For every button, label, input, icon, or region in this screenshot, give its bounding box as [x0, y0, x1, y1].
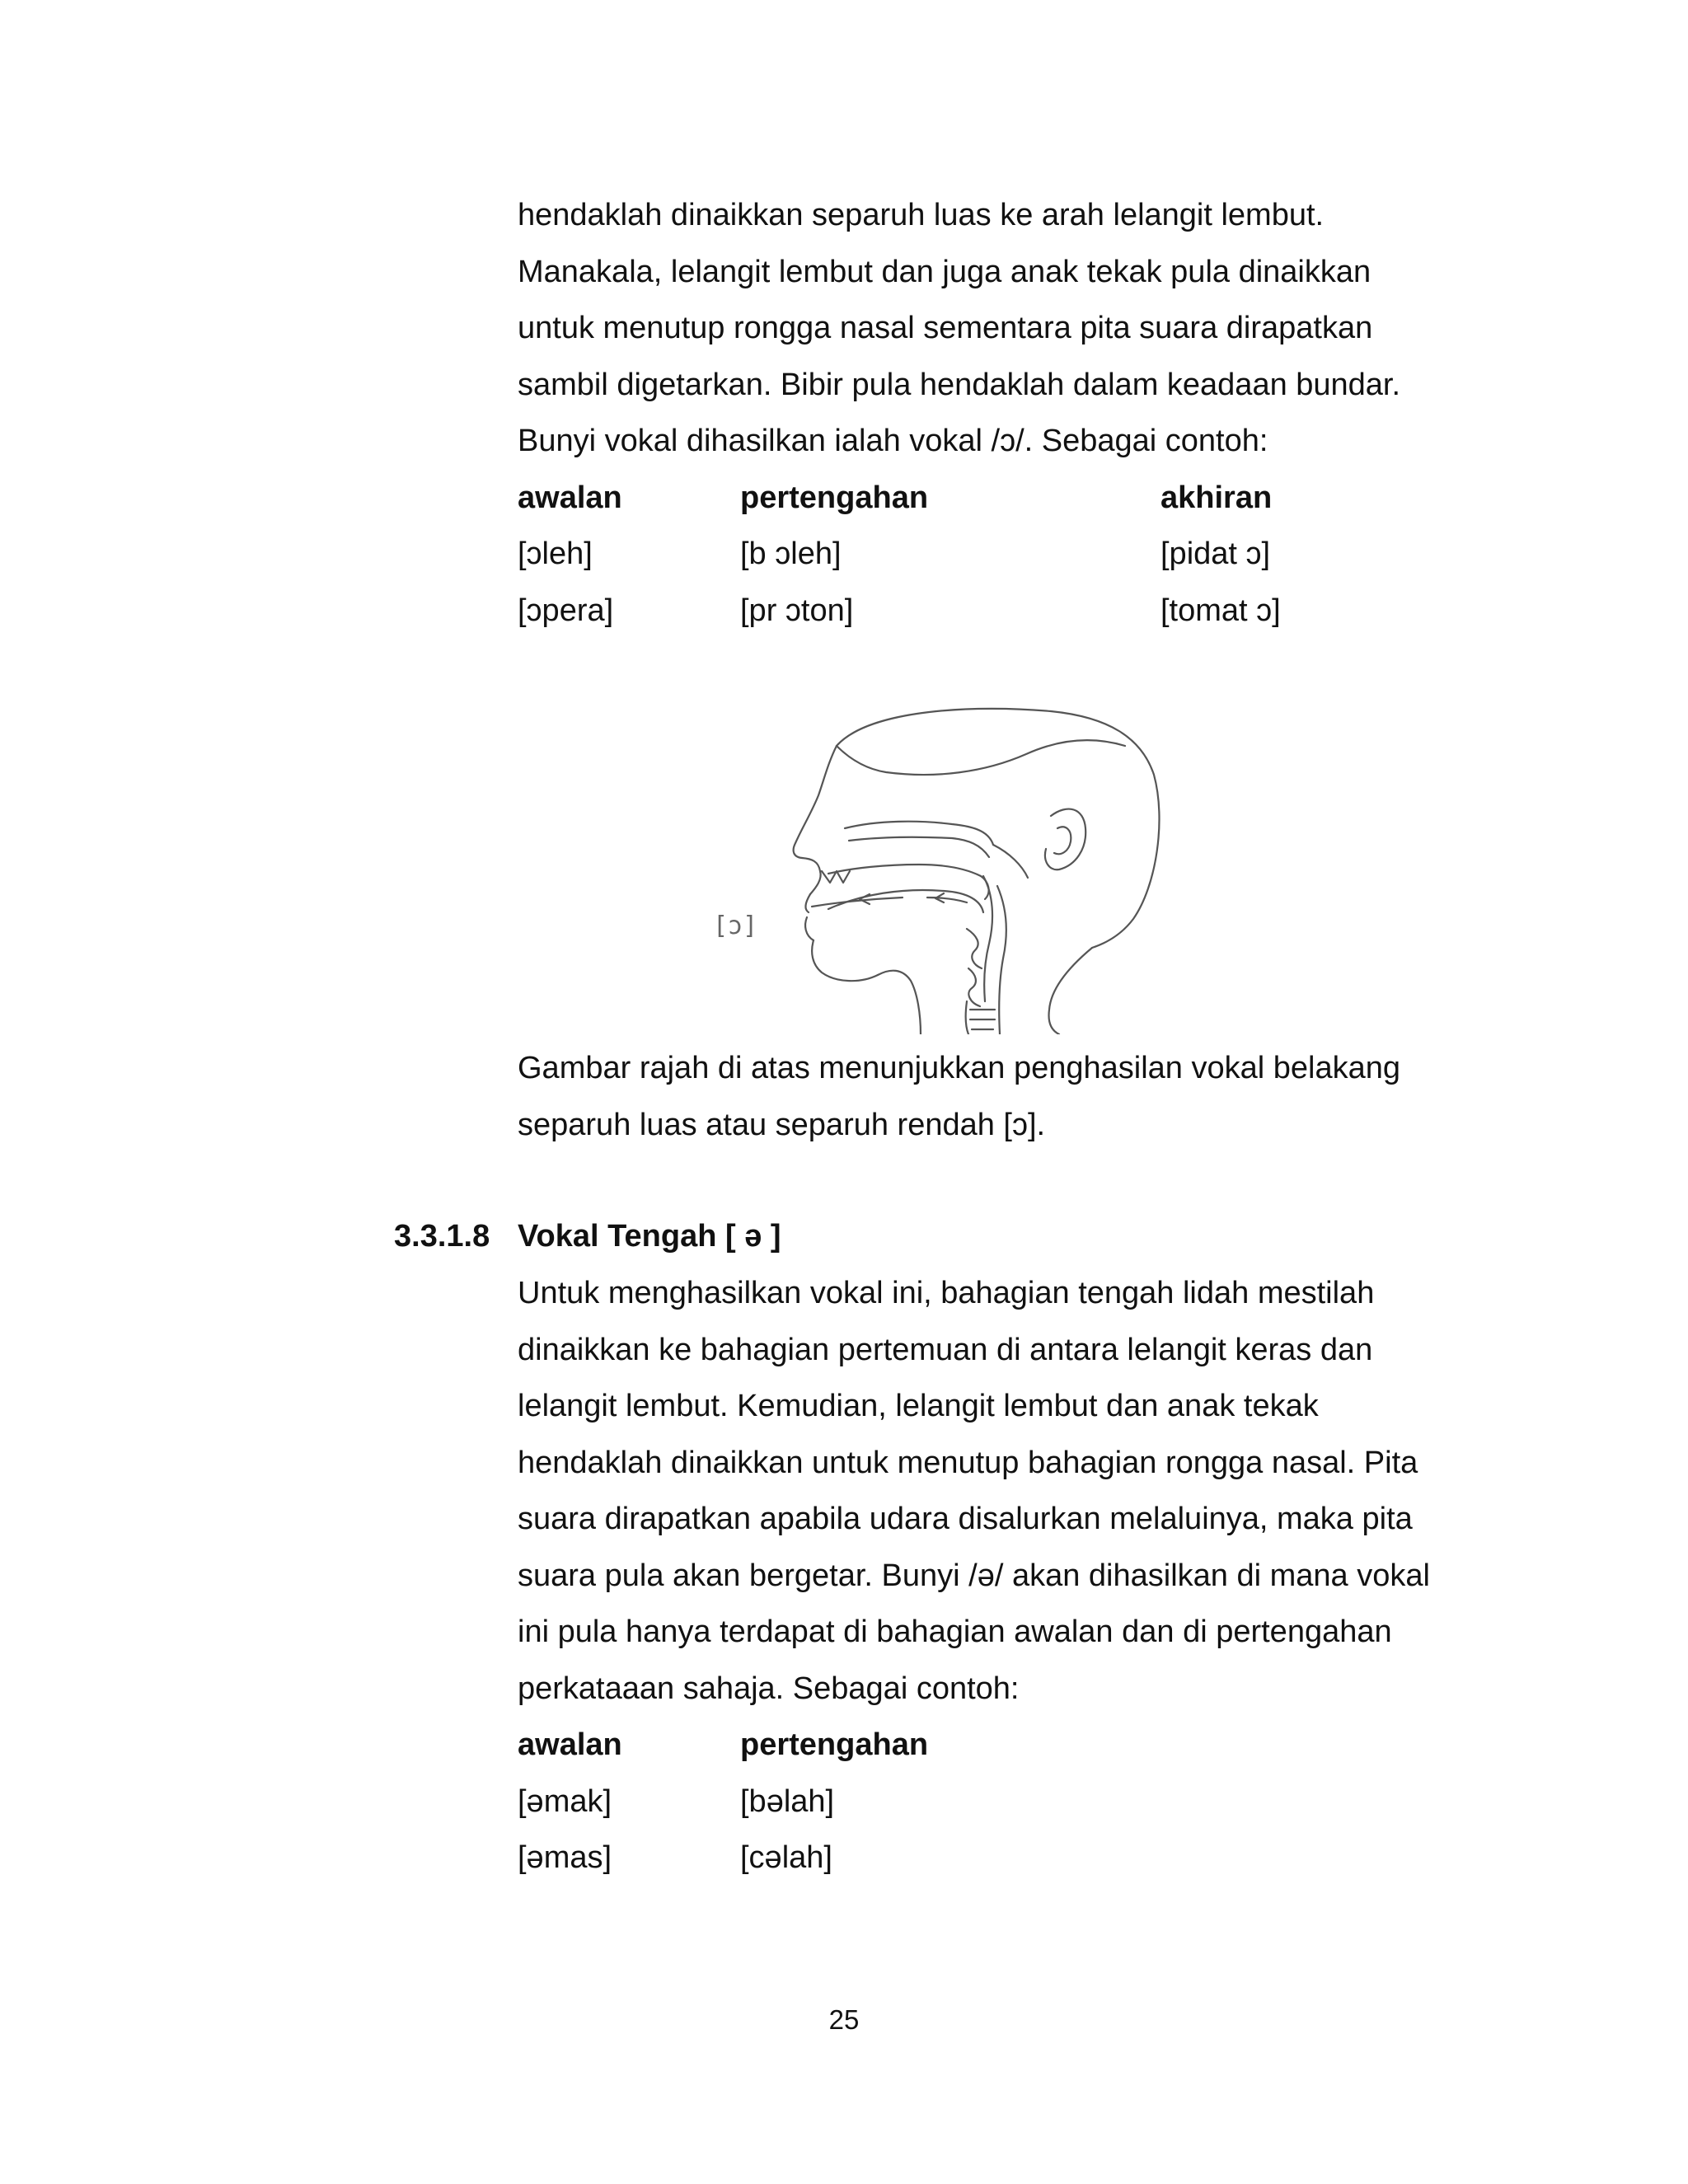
table-cell: [cəlah]	[740, 1840, 832, 1875]
intro-line: untuk menutup rongga nasal sementara pita suara dirapatkan	[518, 311, 1373, 345]
table-cell: [bəlah]	[740, 1783, 835, 1819]
intro-line: hendaklah dinaikkan separuh luas ke arah lelangit lembut.	[518, 198, 1325, 232]
section-number: 3.3.1.8	[394, 1219, 490, 1254]
section-line: hendaklah dinaikkan untuk menutup bahagian rongga nasal. Pita	[518, 1445, 1418, 1480]
section-paragraph	[518, 1265, 1490, 1717]
section-line: perkataaan sahaja. Sebagai contoh:	[518, 1671, 1020, 1706]
table-cell: [pr ɔton]	[740, 593, 854, 628]
page-number: 25	[828, 2004, 860, 2035]
table-cell: [əmak]	[518, 1783, 612, 1819]
section-line: suara dirapatkan apabila udara disalurkan melaluinya, maka pita	[518, 1502, 1413, 1536]
table-cell: [əmas]	[518, 1840, 612, 1875]
intro-line: Manakala, lelangit lembut dan juga anak tekak pula dinaikkan	[518, 254, 1372, 289]
section-line: lelangit lembut. Kemudian, lelangit lembut dan anak tekak	[518, 1389, 1319, 1423]
section-line: suara pula akan bergetar. Bunyi /ə/ akan dihasilkan di mana vokal	[518, 1558, 1430, 1593]
table-cell: [pidat ɔ]	[1160, 537, 1271, 571]
column-header-awalan: awalan	[518, 480, 622, 515]
table-cell: [b ɔleh]	[740, 537, 842, 571]
column-header-pertengahan: pertengahan	[740, 1727, 929, 1762]
intro-line: Bunyi vokal dihasilkan ialah vokal /ɔ/. Sebagai contoh:	[518, 424, 1268, 458]
section-line: Untuk menghasilkan vokal ini, bahagian tengah lidah mestilah	[518, 1276, 1375, 1310]
intro-paragraph	[518, 187, 1490, 470]
table-cell: [tomat ɔ]	[1160, 593, 1281, 628]
intro-line: sambil digetarkan. Bibir pula hendaklah dalam keadaan bundar.	[518, 367, 1401, 402]
column-header-awalan: awalan	[518, 1727, 622, 1762]
column-header-pertengahan: pertengahan	[740, 480, 929, 515]
table-cell: [ɔleh]	[518, 537, 593, 571]
caption-line: Gambar rajah di atas menunjukkan penghasilan vokal belakang	[518, 1051, 1401, 1085]
caption-line: separuh luas atau separuh rendah [ɔ].	[518, 1107, 1046, 1142]
section-line: ini pula hanya terdapat di bahagian awalan dan di pertengahan	[518, 1615, 1392, 1649]
table-cell: [ɔpera]	[518, 593, 614, 628]
figure-caption	[518, 1040, 1490, 1153]
section-title: Vokal Tengah [ ə ]	[518, 1219, 781, 1254]
head-profile-sketch	[705, 696, 1298, 1034]
figure-vowel-label: [ɔ]	[713, 912, 758, 940]
section-line: dinaikkan ke bahagian pertemuan di antara lelangit keras dan	[518, 1332, 1373, 1367]
vocal-tract-figure	[705, 696, 1298, 1034]
column-header-akhiran: akhiran	[1160, 480, 1273, 515]
